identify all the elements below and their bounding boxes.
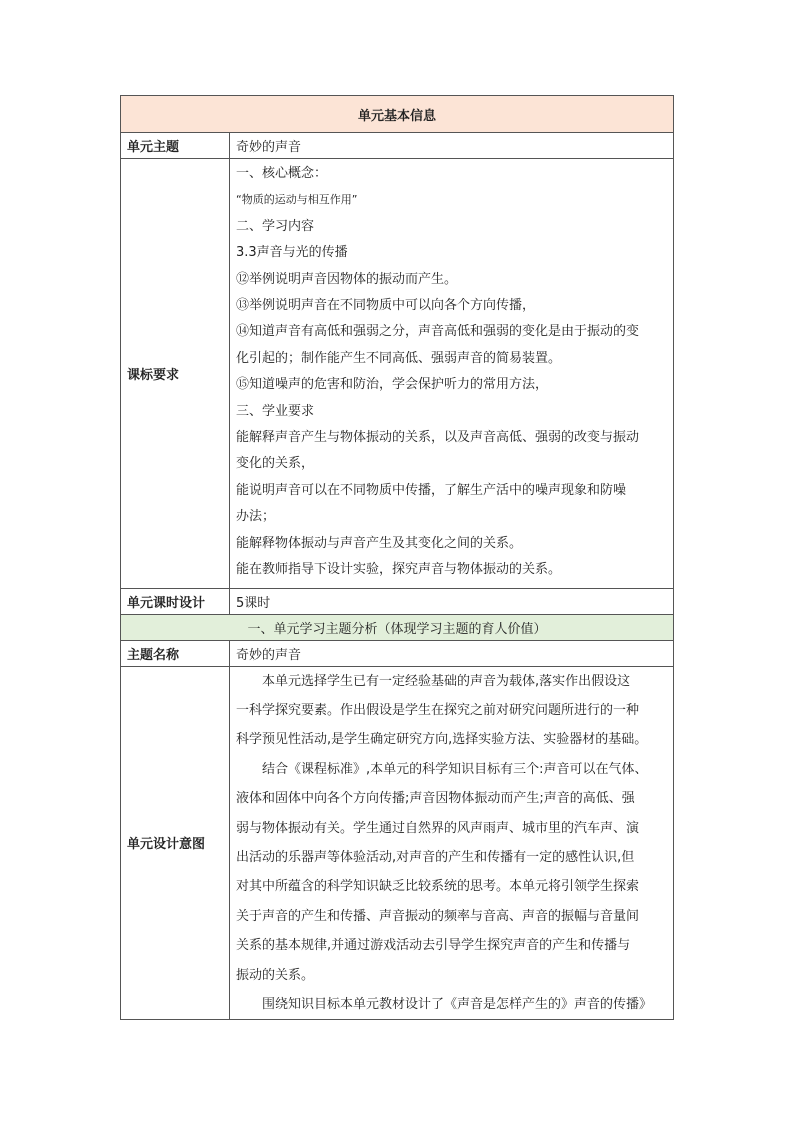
intent-content bbox=[230, 666, 674, 1019]
intent-label: 单元设计意图 bbox=[121, 666, 230, 1019]
standards-line: ⑫举例说明声音因物体的振动而产生。 bbox=[236, 271, 458, 287]
intent-paragraph bbox=[236, 990, 667, 1019]
standards-line: 能说明声音可以在不同物质中传播，了解生产活中的噪声现象和防噪 bbox=[236, 482, 627, 498]
standards-line: 办法； bbox=[236, 509, 276, 525]
intent-paragraph bbox=[236, 667, 667, 696]
intent-line: 科学预见性活动,是学生确定研究方向,选择实验方法、实验器材的基础。 bbox=[236, 732, 648, 748]
standards-line: ⑬举例说明声音在不同物质中可以向各个方向传播， bbox=[236, 298, 536, 314]
unit-info-table bbox=[120, 95, 674, 1020]
standards-label: 课标要求 bbox=[121, 159, 230, 589]
standards-line: ⑮知道噪声的危害和防治，学会保护听力的常用方法， bbox=[236, 377, 549, 393]
unit-theme-value: 奇妙的声音 bbox=[230, 133, 674, 159]
standards-line: 能在教师指导下设计实验，探究声音与物体振动的关系。 bbox=[236, 562, 562, 578]
hours-value: 5课时 bbox=[230, 588, 674, 614]
intent-line: 关于声音的产生和传播、声音振动的频率与音高、声音的振幅与音量间 bbox=[236, 908, 640, 924]
intent-line: 一科学探究要素。作出假设是学生在探究之前对研究问题所进行的一种 bbox=[236, 702, 640, 718]
intent-line: 围绕知识目标本单元教材设计了《声音是怎样产生的》声音的传播》 bbox=[262, 996, 653, 1012]
standards-line: ⑭知道声音有高低和强弱之分，声音高低和强弱的变化是由于振动的变 bbox=[236, 324, 640, 340]
standards-line: 能解释声音产生与物体振动的关系，以及声音高低、强弱的改变与振动 bbox=[236, 430, 640, 446]
table-title: 单元基本信息 bbox=[121, 96, 674, 133]
intent-line: 本单元选择学生已有一定经验基础的声音为载体,落实作出假设这 bbox=[262, 673, 631, 689]
intent-line: 出活动的乐器声等体验活动,对声音的产生和传播有一定的感性认识,但 bbox=[236, 849, 635, 865]
title-row bbox=[121, 96, 674, 133]
intent-line: 弱与物体振动有关。学生通过自然界的风声雨声、城市里的汽车声、演 bbox=[236, 820, 640, 836]
intent-line: 关系的基本规律,并通过游戏活动去引导学生探究声音的产生和传播与 bbox=[236, 938, 631, 954]
standards-line: 能解释物体振动与声音产生及其变化之间的关系。 bbox=[236, 535, 523, 551]
standards-line: 3.3声音与光的传播 bbox=[236, 245, 348, 261]
analysis-header: 一、单元学习主题分析（体现学习主题的育人价值） bbox=[121, 614, 674, 640]
section-header-row bbox=[121, 614, 674, 640]
intent-line: 对其中所蕴含的科学知识缺乏比较系统的思考。本单元将引领学生探索 bbox=[236, 879, 640, 895]
standards-line: 变化的关系， bbox=[236, 456, 315, 472]
standards-line: 二、学习内容 bbox=[236, 218, 315, 234]
standards-line: 一、核心概念： bbox=[236, 166, 328, 181]
table-row bbox=[121, 133, 674, 159]
unit-theme-label: 单元主题 bbox=[121, 133, 230, 159]
hours-label: 单元课时设计 bbox=[121, 588, 230, 614]
standards-line: 三、学业要求 bbox=[236, 403, 315, 419]
intent-line: 振动的关系。 bbox=[236, 967, 315, 983]
intent-paragraph bbox=[236, 755, 667, 784]
table-row bbox=[121, 666, 674, 1019]
topic-name-label: 主题名称 bbox=[121, 640, 230, 666]
table-row bbox=[121, 159, 674, 589]
standards-line: 化引起的；制作能产生不同高低、强弱声音的简易装置。 bbox=[236, 350, 562, 366]
table-row bbox=[121, 640, 674, 666]
intent-line: 结合《课程标准》,本单元的科学知识目标有三个:声音可以在气体、 bbox=[262, 761, 648, 777]
table-row bbox=[121, 588, 674, 614]
standards-line: “物质的运动与相互作用” bbox=[236, 193, 358, 207]
standards-content bbox=[230, 159, 674, 589]
topic-name-value: 奇妙的声音 bbox=[230, 640, 674, 666]
intent-line: 液体和固体中向各个方向传播;声音因物体振动而产生;声音的高低、强 bbox=[236, 791, 635, 807]
